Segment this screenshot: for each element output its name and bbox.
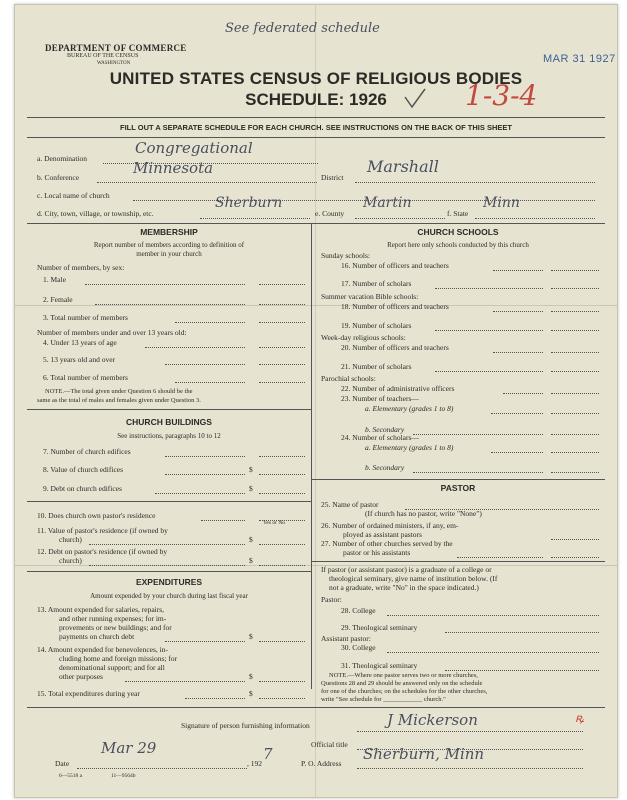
answer-line	[551, 452, 599, 453]
answer-line	[445, 632, 599, 633]
official-title-label: Official title	[311, 740, 348, 749]
question-13-cont: and other running expenses; for im-	[59, 614, 167, 623]
city-label: WASHINGTON	[97, 61, 131, 66]
answer-line	[551, 539, 599, 540]
membership-title: MEMBERSHIP	[140, 227, 198, 237]
buildings-subtitle: See instructions, paragraphs 10 to 12	[117, 432, 221, 440]
leader-line	[491, 413, 543, 414]
divider	[27, 137, 605, 138]
answer-line	[259, 493, 305, 494]
answer-line	[551, 288, 599, 289]
question-15: 15. Total expenditures during year	[37, 689, 140, 698]
answer-line	[259, 284, 305, 285]
leader-line	[201, 520, 245, 521]
form-code: 6—5518 a	[59, 773, 83, 779]
leader-line	[413, 472, 543, 473]
question-14-cont: other purposes	[59, 672, 103, 681]
question-13-cont: provements or new buildings; and for	[59, 623, 172, 632]
answer-line	[259, 347, 305, 348]
dollar-sign: $	[249, 465, 253, 474]
pastor-note: for one of the churches; on the schedules for the other churches,	[321, 688, 488, 695]
leader-line	[175, 322, 245, 323]
question-24b: b. Secondary	[365, 463, 405, 472]
question-10: 10. Does church own pastor's residence	[37, 511, 156, 520]
red-mark: ꝶ	[575, 711, 585, 725]
question-1: 1. Male	[43, 275, 66, 284]
answer-line	[551, 330, 599, 331]
divider	[311, 561, 605, 562]
signature-value: J Mickerson	[387, 711, 478, 729]
divider	[27, 707, 605, 708]
leader-line	[165, 474, 245, 475]
question-24a: a. Elementary (grades 1 to 8)	[365, 443, 454, 452]
expenditures-title: EXPENDITURES	[135, 577, 203, 587]
schedule-title: SCHEDULE: 1926	[245, 90, 387, 109]
city-value: Sherburn	[215, 195, 283, 211]
membership-subtitle: Report number of members according to definition of	[93, 241, 245, 249]
question-26: 26. Number of ordained ministers, if any, em-	[321, 521, 459, 530]
answer-line	[259, 681, 305, 682]
leader-line	[95, 304, 245, 305]
conference-label: b. Conference	[37, 173, 80, 182]
answer-line	[259, 382, 305, 383]
answer-line	[551, 393, 599, 394]
local-name-label: c. Local name of church	[37, 191, 110, 200]
bureau-label: BUREAU OF THE CENSUS	[67, 53, 139, 59]
leader-line	[155, 493, 245, 494]
divider	[27, 409, 311, 410]
leader-line	[175, 382, 245, 383]
district-line	[355, 182, 595, 183]
leader-line	[435, 288, 543, 289]
divider	[311, 479, 605, 480]
schools-subtitle: Report here only schools conducted by this church	[387, 241, 529, 249]
answer-line	[387, 652, 599, 653]
answer-line	[551, 311, 599, 312]
answer-line	[259, 565, 305, 566]
leader-line	[491, 452, 543, 453]
leader-line	[493, 270, 543, 271]
buildings-title: CHURCH BUILDINGS	[126, 417, 212, 427]
answer-line	[259, 364, 305, 365]
answer-line	[387, 615, 599, 616]
leader-line	[145, 347, 245, 348]
state-value: Minn	[483, 195, 520, 211]
question-3: 3. Total number of members	[43, 313, 128, 322]
dollar-sign: $	[249, 672, 253, 681]
question-8: 8. Value of church edifices	[43, 465, 124, 474]
question-9: 9. Debt on church edifices	[43, 484, 122, 493]
leader-line	[493, 352, 543, 353]
leader-line	[413, 434, 543, 435]
divider	[27, 223, 605, 224]
conference-value: Minnesota	[133, 159, 214, 177]
district-value: Marshall	[367, 157, 439, 176]
question-2: 2. Female	[43, 295, 73, 304]
leader-line	[85, 284, 245, 285]
page-title: UNITED STATES CENSUS OF RELIGIOUS BODIES	[109, 69, 523, 88]
membership-note: same as the total of males and females given under Question 3.	[37, 397, 201, 404]
city-label: d. City, town, village, or township, etc.	[37, 209, 154, 218]
question-20: 20. Number of officers and teachers	[341, 343, 449, 352]
conference-line	[97, 182, 317, 183]
by-age-label: Number of members under and over 13 years old:	[37, 328, 187, 337]
answer-line	[259, 322, 305, 323]
parochial-schools-label: Parochial schools:	[321, 374, 376, 383]
answer-line	[259, 304, 305, 305]
question-31: 31. Theological seminary	[341, 661, 418, 670]
answer-line	[551, 270, 599, 271]
pastor-note: NOTE.—Where one pastor serves two or more churches,	[329, 672, 478, 679]
divider	[27, 501, 311, 502]
question-11-cont: church)	[59, 535, 82, 544]
yes-no-hint: Yes or No	[263, 520, 286, 526]
po-address-label: P. O. Address	[301, 759, 342, 768]
signature-label: Signature of person furnishing information	[181, 721, 310, 730]
pastor-title: PASTOR	[440, 483, 476, 493]
answer-line	[551, 434, 599, 435]
dollar-sign: $	[249, 535, 253, 544]
question-12: 12. Debt on pastor's residence (if owned by	[37, 547, 168, 556]
leader-line	[89, 544, 245, 545]
answer-line	[551, 352, 599, 353]
question-25-note: (If church has no pastor, write "None")	[365, 509, 482, 518]
leader-line	[503, 393, 543, 394]
pastor-label: Pastor:	[321, 595, 342, 604]
leader-line	[435, 371, 543, 372]
county-line	[355, 218, 445, 219]
question-14: 14. Amount expended for benevolences, in-	[37, 645, 169, 654]
state-line	[475, 218, 595, 219]
schools-title: CHURCH SCHOOLS	[417, 227, 499, 237]
answer-line	[551, 472, 599, 473]
question-5: 5. 13 years old and over	[43, 355, 116, 364]
dollar-sign: $	[249, 556, 253, 565]
answer-line	[259, 456, 305, 457]
sunday-schools-label: Sunday schools:	[321, 251, 370, 260]
graduate-instruction: If pastor (or assistant pastor) is a graduate of a college or	[321, 565, 492, 574]
question-30: 30. College	[341, 643, 376, 652]
question-29: 29. Theological seminary	[341, 623, 418, 632]
signature-line	[357, 731, 583, 732]
date-value: Mar 29	[101, 739, 157, 757]
membership-note: NOTE.—The total given under Question 6 should be the	[45, 388, 193, 395]
leader-line	[435, 330, 543, 331]
denomination-value: Congregational	[135, 139, 253, 157]
question-23b: b. Secondary	[365, 425, 405, 434]
pastor-note: write "See schedule for ____________ church."	[321, 696, 446, 703]
divider	[27, 571, 311, 572]
question-14-cont: denominational support; and for all	[59, 663, 165, 672]
question-28: 28. College	[341, 606, 376, 615]
question-11: 11. Value of pastor's residence (if owned by	[37, 526, 168, 535]
divider	[27, 117, 605, 118]
question-13-cont: payments on church debt	[59, 632, 135, 641]
po-address-value: Sherburn, Minn	[363, 745, 485, 763]
question-22: 22. Number of administrative officers	[341, 384, 455, 393]
question-21: 21. Number of scholars	[341, 362, 412, 371]
question-13: 13. Amount expended for salaries, repairs,	[37, 605, 165, 614]
county-value: Martin	[363, 195, 412, 211]
question-18: 18. Number of officers and teachers	[341, 302, 449, 311]
year-label: , 192	[247, 759, 262, 768]
answer-line	[445, 670, 599, 671]
answer-line	[259, 544, 305, 545]
question-23a: a. Elementary (grades 1 to 8)	[365, 404, 454, 413]
question-16: 16. Number of officers and teachers	[341, 261, 449, 270]
answer-line	[551, 371, 599, 372]
county-label: e. County	[315, 209, 345, 218]
denomination-label: a. Denomination	[37, 154, 87, 163]
answer-line	[259, 641, 305, 642]
leader-line	[165, 364, 245, 365]
po-address-line	[357, 768, 583, 769]
question-27: 27. Number of other churches served by the	[321, 539, 453, 548]
answer-line	[551, 413, 599, 414]
leader-line	[493, 311, 543, 312]
date-label: Date	[55, 759, 70, 768]
question-12-cont: church)	[59, 556, 82, 565]
question-27-cont: pastor or his assistants	[343, 548, 411, 557]
question-7: 7. Number of church edifices	[43, 447, 131, 456]
expenditures-subtitle: Amount expended by your church during last fiscal year	[90, 592, 248, 600]
census-schedule-sheet	[14, 4, 618, 798]
question-25: 25. Name of pastor	[321, 500, 379, 509]
graduate-instruction: theological seminary, give name of institution below. (If	[329, 574, 498, 583]
leader-line	[89, 565, 245, 566]
city-line	[200, 218, 310, 219]
district-label: District	[321, 173, 344, 182]
question-14-cont: cluding home and foreign missions; for	[59, 654, 178, 663]
dollar-sign: $	[249, 632, 253, 641]
graduate-instruction: not a graduate, write "No" in the space indicated.)	[329, 583, 479, 592]
fold-crease	[15, 305, 617, 306]
assistant-pastor-label: Assistant pastor:	[321, 634, 371, 643]
handwritten-note: See federated schedule	[225, 21, 380, 36]
dollar-sign: $	[249, 689, 253, 698]
question-26-cont: ployed as assistant pastors	[343, 530, 422, 539]
answer-line	[551, 557, 599, 558]
membership-subtitle: member in your church	[136, 250, 202, 258]
date-line	[77, 768, 247, 769]
pastor-note: Questions 28 and 29 should be answered only on the schedule	[321, 680, 483, 687]
summer-schools-label: Summer vacation Bible schools:	[321, 292, 419, 301]
year-value: 7	[263, 745, 273, 763]
file-number: 1-3-4	[465, 79, 538, 112]
leader-line	[185, 698, 245, 699]
answer-line	[259, 474, 305, 475]
received-stamp: MAR 31 1927	[543, 53, 616, 65]
question-23: 23. Number of teachers—	[341, 394, 419, 403]
question-4: 4. Under 13 years of age	[43, 338, 117, 347]
question-17: 17. Number of scholars	[341, 279, 412, 288]
form-code: 11—9564b	[111, 773, 136, 779]
answer-line	[259, 698, 305, 699]
question-19: 19. Number of scholars	[341, 321, 412, 330]
department-label: DEPARTMENT OF COMMERCE	[45, 43, 187, 53]
check-mark-icon	[403, 87, 427, 111]
instruction-line: FILL OUT A SEPARATE SCHEDULE FOR EACH CHURCH. SEE INSTRUCTIONS ON THE BACK OF THIS SHEET	[120, 123, 512, 132]
by-sex-label: Number of members, by sex:	[37, 263, 125, 272]
leader-line	[165, 641, 245, 642]
leader-line	[165, 456, 245, 457]
question-24: 24. Number of scholars—	[341, 433, 419, 442]
column-divider	[311, 223, 312, 689]
leader-line	[125, 681, 245, 682]
state-label: f. State	[447, 209, 469, 218]
leader-line	[457, 557, 543, 558]
dollar-sign: $	[249, 484, 253, 493]
weekday-schools-label: Week-day religious schools:	[321, 333, 406, 342]
question-6: 6. Total number of members	[43, 373, 128, 382]
